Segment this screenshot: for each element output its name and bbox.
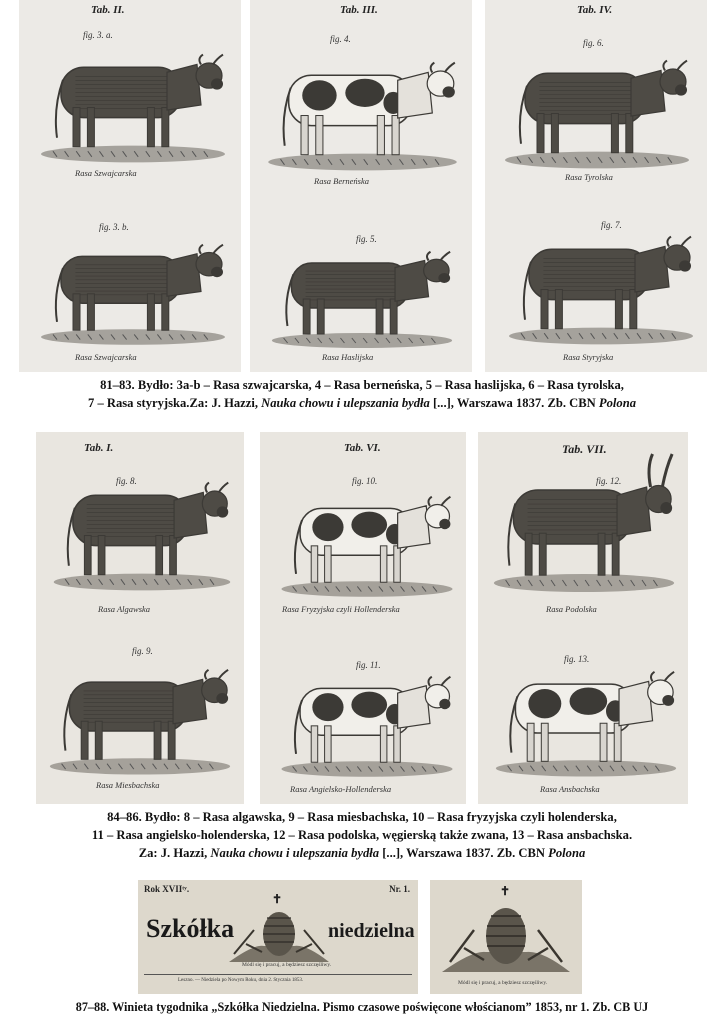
horn [667, 237, 671, 247]
beehive-vignette-icon [438, 898, 574, 974]
horn [213, 55, 223, 65]
horn [677, 61, 687, 71]
newspaper-title-right: niedzielna [328, 920, 415, 942]
horn [649, 454, 653, 487]
horn [428, 497, 431, 506]
breed-label: Rasa Styryjska [563, 352, 614, 362]
breed-label: Rasa Berneńska [314, 176, 370, 186]
cross-icon: ✝ [272, 892, 283, 906]
ground-shading [41, 329, 225, 345]
beehive-vignette-icon [224, 904, 334, 964]
fig-label: fig. 7. [601, 220, 622, 230]
breed-label: Rasa Tyrolska [565, 172, 613, 182]
ground-shading [281, 761, 452, 777]
breed-label: Rasa Szwajcarska [75, 352, 137, 362]
fig-label: fig. 6. [583, 38, 604, 48]
horn [445, 63, 455, 73]
cow-head [167, 63, 223, 110]
plate-tab-6 [260, 432, 466, 804]
issue-year: Rok XVIIᵗʸ. [144, 884, 190, 894]
cow-head [635, 245, 691, 292]
plate-tab-label: Tab. VI. [344, 442, 381, 454]
horn [213, 245, 223, 254]
newspaper-masthead [138, 880, 418, 994]
horn [681, 237, 691, 247]
newspaper-title-left: Szkółka [146, 914, 235, 943]
ground-shading [494, 574, 674, 592]
fig-label: fig. 5. [356, 234, 377, 244]
horn [219, 483, 229, 493]
cow-illustration [274, 472, 460, 602]
newspaper-motto: Módl się i pracuj, a będziesz szczęśliwy. [458, 980, 548, 986]
breed-label: Rasa Miesbachska [96, 780, 160, 790]
caption-text: 7 – Rasa styryjska.Za: J. Hazzi, [88, 396, 262, 410]
plate-tab-7 [478, 432, 688, 804]
horn [662, 454, 672, 487]
caption-line [0, 844, 724, 862]
caption-book-title: Nauka chowu i ulepszania bydła [261, 396, 430, 410]
cow-head [174, 491, 228, 538]
plate-tab-4 [485, 0, 707, 372]
fig-label: fig. 13. [564, 654, 590, 664]
cow-illustration [501, 210, 701, 350]
cow-illustration [33, 220, 233, 350]
ground-shading [281, 581, 452, 597]
breed-label: Rasa Haslijska [322, 352, 374, 362]
horn [218, 670, 228, 680]
caption-figures-84-86 [0, 808, 724, 862]
newspaper-vignette-detail [430, 880, 582, 994]
horn [428, 677, 431, 686]
cow-illustration [33, 28, 233, 168]
breed-label: Rasa Szwajcarska [75, 168, 137, 178]
caption-book-title: Nauka chowu i ulepszania bydła [210, 846, 380, 860]
fig-label: fig. 10. [352, 476, 378, 486]
ground-shading [496, 760, 676, 776]
caption-text: [...], Warszawa 1837. Zb. CBN [379, 846, 549, 860]
ground-shading [505, 152, 689, 169]
caption-line: 81–83. Bydło: 3a-b – Rasa szwajcarska, 4 – Rasa berneńska, 5 – Rasa haslijska, 6 – Rasa tyrolska, [100, 378, 624, 392]
breed-label: Rasa Fryzyjska czyli Hollenderska [282, 604, 400, 614]
plate-tab-3 [250, 0, 472, 372]
plate-tab-label: Tab. III. [340, 4, 378, 16]
cow-head [631, 69, 687, 116]
fig-label: fig. 3. a. [83, 30, 113, 40]
cow-illustration [260, 36, 465, 176]
ground-shading [50, 758, 230, 774]
cow-head [395, 259, 450, 301]
cow-head [173, 678, 228, 724]
horn [441, 677, 450, 686]
ground-shading [268, 154, 457, 171]
plate-tab-1 [36, 432, 244, 804]
cow-illustration [42, 644, 238, 780]
horn [663, 61, 667, 71]
plate-tab-2 [19, 0, 241, 372]
cow-illustration [488, 646, 684, 782]
cow-head [398, 685, 451, 729]
cow-illustration [274, 652, 460, 782]
ground-shading [41, 146, 225, 163]
cow-head [619, 680, 674, 726]
horn [664, 672, 674, 682]
plate-tab-label: Tab. IV. [577, 4, 613, 16]
caption-line [0, 394, 724, 412]
horn [441, 497, 450, 506]
fig-label: fig. 3. b. [99, 222, 129, 232]
horn [206, 483, 209, 493]
caption-text: Za: J. Hazzi, [138, 846, 211, 860]
fig-label: fig. 4. [330, 34, 351, 44]
breed-label: Rasa Podolska [546, 604, 597, 614]
newspaper-motto: Módl się i pracuj, a będziesz szczęśliwy. [242, 962, 332, 968]
breed-label: Rasa Algawska [98, 604, 151, 614]
horn [199, 245, 203, 254]
issue-number: Nr. 1. [389, 884, 410, 894]
caption-text: [...], Warszawa 1837. Zb. CBN [429, 396, 599, 410]
cow-illustration [497, 34, 697, 174]
horn [199, 55, 203, 65]
ground-shading [509, 328, 693, 345]
caption-line: 84–86. Bydło: 8 – Rasa algawska, 9 – Rasa miesbachska, 10 – Rasa fryzyjska czyli holenderska, [107, 810, 617, 824]
caption-line: 11 – Rasa angielsko-holenderska, 12 – Rasa podolska, węgierską także zwana, 13 – Rasa ansbachska. [91, 828, 633, 842]
cow-head [398, 505, 451, 549]
horn [431, 63, 435, 73]
breed-label: Rasa Ansbachska [540, 784, 600, 794]
horn [427, 252, 431, 261]
ground-shading [272, 333, 452, 348]
cow-head [398, 71, 455, 118]
plate-tab-label: Tab. VII. [562, 442, 607, 456]
horn [651, 672, 655, 682]
plate-tab-label: Tab. I. [84, 442, 114, 454]
newspaper-date-line: Leszno. — Niedziela po Nowym Roku, dnia 2. Stycznia 1853. [178, 978, 304, 983]
breed-label: Rasa Angielsko-Hollenderska [290, 784, 392, 794]
cow-illustration [46, 456, 238, 596]
fig-label: fig. 9. [132, 646, 153, 656]
ground-shading [54, 574, 231, 591]
fig-label: fig. 12. [596, 476, 622, 486]
caption-figures-81-83 [0, 376, 724, 412]
caption-figures-87-88: 87–88. Winieta tygodnika „Szkółka Niedzielna. Pismo czasowe poświęcone włościanom” 1853, nr 1. Zb. CB UJ [75, 1000, 649, 1014]
cow-illustration [486, 448, 682, 598]
plate-tab-label: Tab. II. [91, 4, 125, 16]
cow-head [167, 253, 223, 297]
horn [205, 670, 209, 680]
rule-divider [144, 974, 412, 975]
cross-icon: ✝ [500, 884, 511, 898]
cow-illustration [264, 228, 460, 353]
caption-source: Polona [548, 846, 586, 860]
fig-label: fig. 11. [356, 660, 381, 670]
cow-head [617, 486, 672, 536]
fig-label: fig. 8. [116, 476, 137, 486]
horn [440, 252, 450, 261]
caption-source: Polona [598, 396, 636, 410]
